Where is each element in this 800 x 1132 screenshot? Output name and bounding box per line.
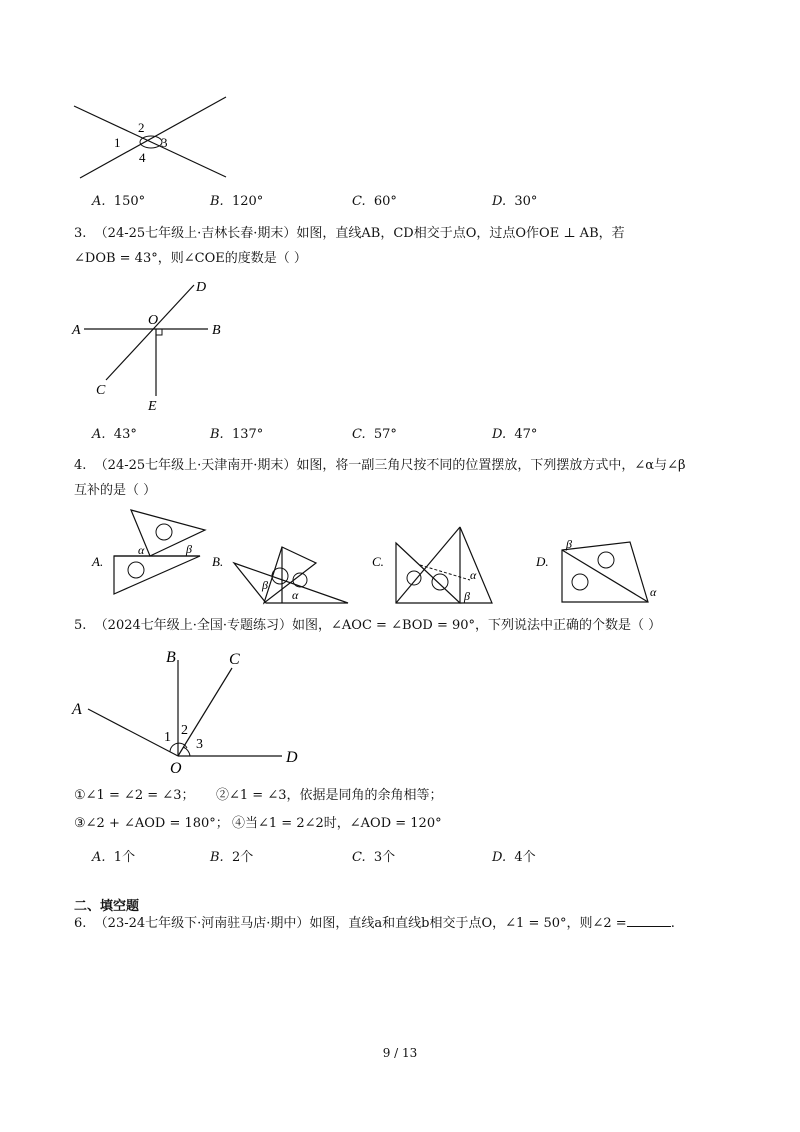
- q2-option-c: C. 60°: [352, 194, 397, 209]
- q5-label-c: C: [229, 651, 240, 668]
- q3-label-c: C: [96, 383, 106, 398]
- q2-angle-label-1: 1: [114, 135, 121, 150]
- q5-statement-1: ①∠1 = ∠2 = ∠3；: [74, 788, 195, 803]
- q5-angle-1: 1: [164, 730, 171, 745]
- q4-fig-label-d: D.: [536, 554, 549, 569]
- q2-option-a: A. 150°: [92, 194, 146, 209]
- q4-a-beta: β: [186, 542, 192, 556]
- q5-option-b: B. 2个: [210, 850, 254, 865]
- q3-stem-line1: 3. （24-25七年级上·吉林长春·期末）如图，直线AB，CD相交于点O，过点O作OE ⊥ AB，若: [74, 226, 625, 241]
- q3-label-o: O: [148, 313, 159, 328]
- q4-d-alpha: α: [650, 585, 657, 599]
- q5-stem-line1: 5. （2024七年级上·全国·专题练习）如图，∠AOC = ∠BOD = 90°，下列说法中正确的个数是（ ）: [74, 618, 662, 633]
- q3-label-e: E: [148, 399, 157, 414]
- q4-stem-line2: 互补的是（ ）: [74, 483, 157, 498]
- q2-angle-label-4: 4: [139, 150, 146, 165]
- q4-b-beta: β: [262, 578, 268, 592]
- q4-d-beta: β: [566, 537, 572, 551]
- q5-angle-2: 2: [181, 723, 188, 738]
- q5-statement-3: ③∠2 + ∠AOD = 180°；: [74, 816, 229, 831]
- q3-option-b: B. 137°: [210, 427, 264, 442]
- q4-b-alpha: α: [292, 588, 299, 602]
- q4-fig-label-a: A.: [92, 554, 104, 569]
- q5-label-o: O: [170, 760, 182, 777]
- q6-answer-blank[interactable]: [627, 914, 671, 927]
- q5-label-a: A: [72, 701, 82, 718]
- q5-label-d: D: [286, 749, 298, 766]
- q3-label-a: A: [72, 323, 81, 338]
- q3-stem-line2: ∠DOB = 43°，则∠COE的度数是（ ）: [74, 251, 307, 266]
- q5-statement-2: ②∠1 = ∠3，依据是同角的余角相等；: [216, 788, 443, 803]
- q4-c-beta: β: [464, 589, 470, 603]
- q2-option-d: D. 30°: [492, 194, 538, 209]
- q4-c-alpha: α: [470, 568, 477, 582]
- q6-stem: 6. （23-24七年级下·河南驻马店·期中）如图，直线a和直线b相交于点O，∠1 = 50°，则∠2 = .: [74, 916, 675, 931]
- q3-label-d: D: [196, 280, 207, 295]
- q3-label-b: B: [212, 323, 221, 338]
- q5-label-b: B: [166, 649, 176, 666]
- q4-a-alpha: α: [138, 543, 145, 557]
- q5-angle-3: 3: [196, 737, 203, 752]
- q4-fig-label-b: B.: [212, 554, 224, 569]
- q3-option-a: A. 43°: [92, 427, 137, 442]
- q4-fig-label-c: C.: [372, 554, 384, 569]
- q2-option-b: B. 120°: [210, 194, 264, 209]
- q3-option-c: C. 57°: [352, 427, 397, 442]
- q5-option-d: D. 4个: [492, 850, 536, 865]
- q2-angle-label-2: 2: [138, 120, 145, 135]
- page-number: 9 / 13: [382, 1046, 418, 1060]
- q4-stem-line1: 4. （24-25七年级上·天津南开·期末）如图，将一副三角尺按不同的位置摆放，下列摆放方式中，∠α与∠β: [74, 458, 686, 473]
- q5-statement-4: ④当∠1 = 2∠2时，∠AOD = 120°: [232, 816, 442, 831]
- q3-option-d: D. 47°: [492, 427, 538, 442]
- q2-angle-label-3: 3: [161, 135, 168, 150]
- section-title-fill-in: 二、填空题: [74, 899, 140, 914]
- q5-option-a: A. 1个: [92, 850, 136, 865]
- q5-option-c: C. 3个: [352, 850, 396, 865]
